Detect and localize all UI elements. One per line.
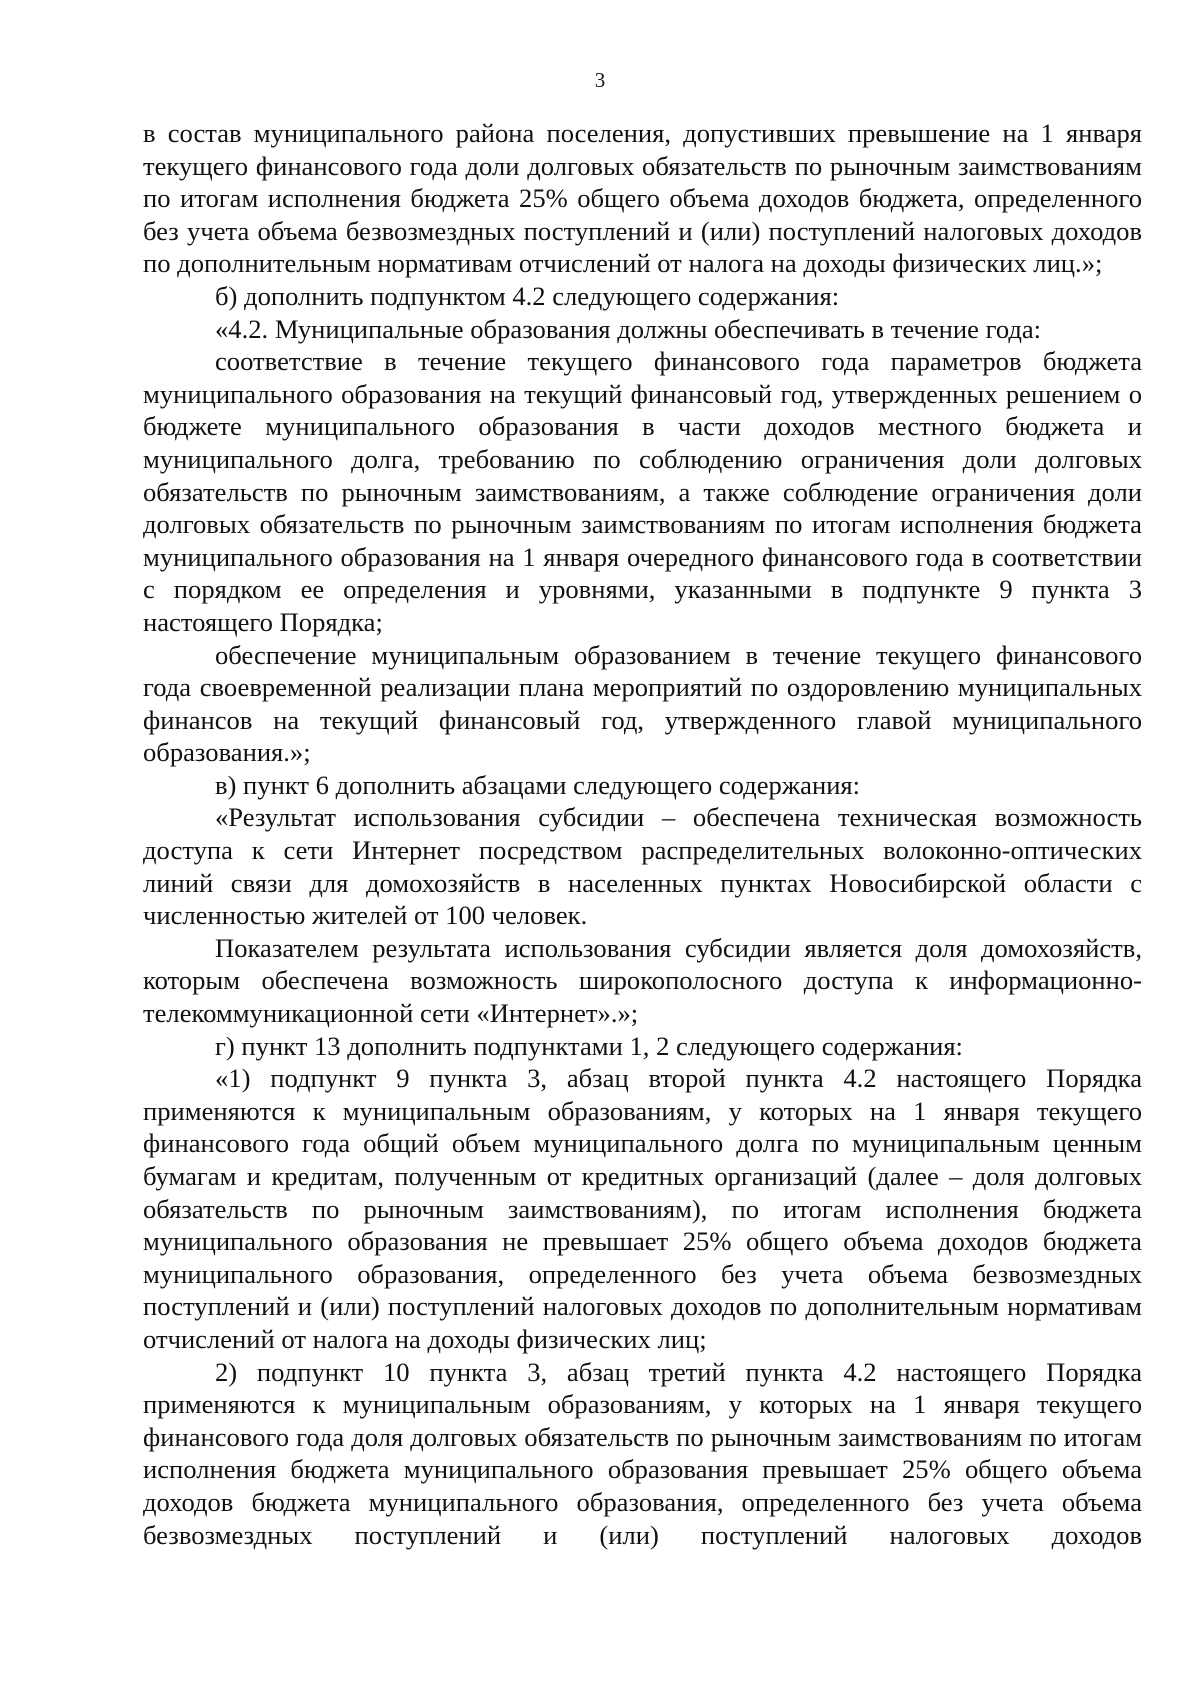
paragraph-item-b: б) дополнить подпунктом 4.2 следующего содержания: [215, 280, 840, 311]
paragraph-subclause-1: «1) подпункт 9 пункта 3, абзац второй пункта 4.2 настоящего Порядка применяются к муниципальным образованиям, у которых на 1 января текущего финансового года общий объем муниципального долга по муниципальным ценным бумагам и кредитам, полученным от кредитных организаций (далее – доля долговых обязательств по рыночным заимствованиям), по итогам исполнения бюджета муниципального образования не превышает 25% общего объема доходов бюджета муниципального образования, определенного без учета объема безвозмездных поступлений и (или) поступлений налоговых доходов по дополнительным нормативам отчислений от налога на доходы физических лиц; [143, 1063, 1142, 1354]
paragraph-subsidy-result: «Результат использования субсидии – обеспечена техническая возможность доступа к сети Интернет посредством распределительных волоконно-оптических линий связи для домохозяйств в населенных пунктах Новосибирской области с численностью жителей от 100 человек. [143, 802, 1142, 931]
paragraph-item-v: в) пункт 6 дополнить абзацами следующего содержания: [215, 769, 861, 800]
paragraph-subsidy-indicator: Показателем результата использования субсидии является доля домохозяйств, которым обеспечена возможность широкополосного доступа к информационно-телекоммуникационной сети «Интернет».»; [143, 932, 1142, 1029]
paragraph-compliance: соответствие в течение текущего финансового года параметров бюджета муниципального образования на текущий финансовый год, утвержденных решением о бюджете муниципального образования в части доходов местного бюджета и муниципального долга, требованию по соблюдению ограничения доли долговых обязательств по рыночным заимствованиям, а также соблюдение ограничения доли долговых обязательств по рыночным заимствованиям по итогам исполнения бюджета муниципального образования на 1 января очередного финансового года в соответствии с порядком ее определения и уровнями, указанными в подпункте 9 пункта 3 настоящего Порядка; [143, 346, 1142, 637]
paragraph-continuation: в состав муниципального района поселения, допустивших превышение на 1 января текущего финансового года доли долговых обязательств по рыночным заимствованиям по итогам исполнения бюджета 25% общего объема доходов бюджета, определенного без учета объема безвозмездных поступлений и (или) поступлений налоговых доходов по дополнительным нормативам отчислений от налога на доходы физических лиц.»; [143, 118, 1142, 279]
paragraph-item-g: г) пункт 13 дополнить подпунктами 1, 2 следующего содержания: [215, 1030, 963, 1061]
page-number: 3 [594, 68, 606, 92]
document-body [143, 117, 1142, 1551]
paragraph-plan-implementation: обеспечение муниципальным образованием в течение текущего финансового года своевременной реализации плана мероприятий по оздоровлению муниципальных финансов на текущий финансовый год, утвержденного главой муниципального образования.»; [143, 639, 1142, 768]
paragraph-clause-4-2: «4.2. Муниципальные образования должны обеспечивать в течение года: [215, 313, 1042, 344]
paragraph-subclause-2: 2) подпункт 10 пункта 3, абзац третий пункта 4.2 настоящего Порядка применяются к муниципальным образованиям, у которых на 1 января текущего финансового года доля долговых обязательств по рыночным заимствованиям по итогам исполнения бюджета муниципального образования превышает 25% общего объема доходов бюджета муниципального образования, определенного без учета объема безвозмездных поступлений и (или) поступлений налоговых доходов [143, 1356, 1142, 1550]
